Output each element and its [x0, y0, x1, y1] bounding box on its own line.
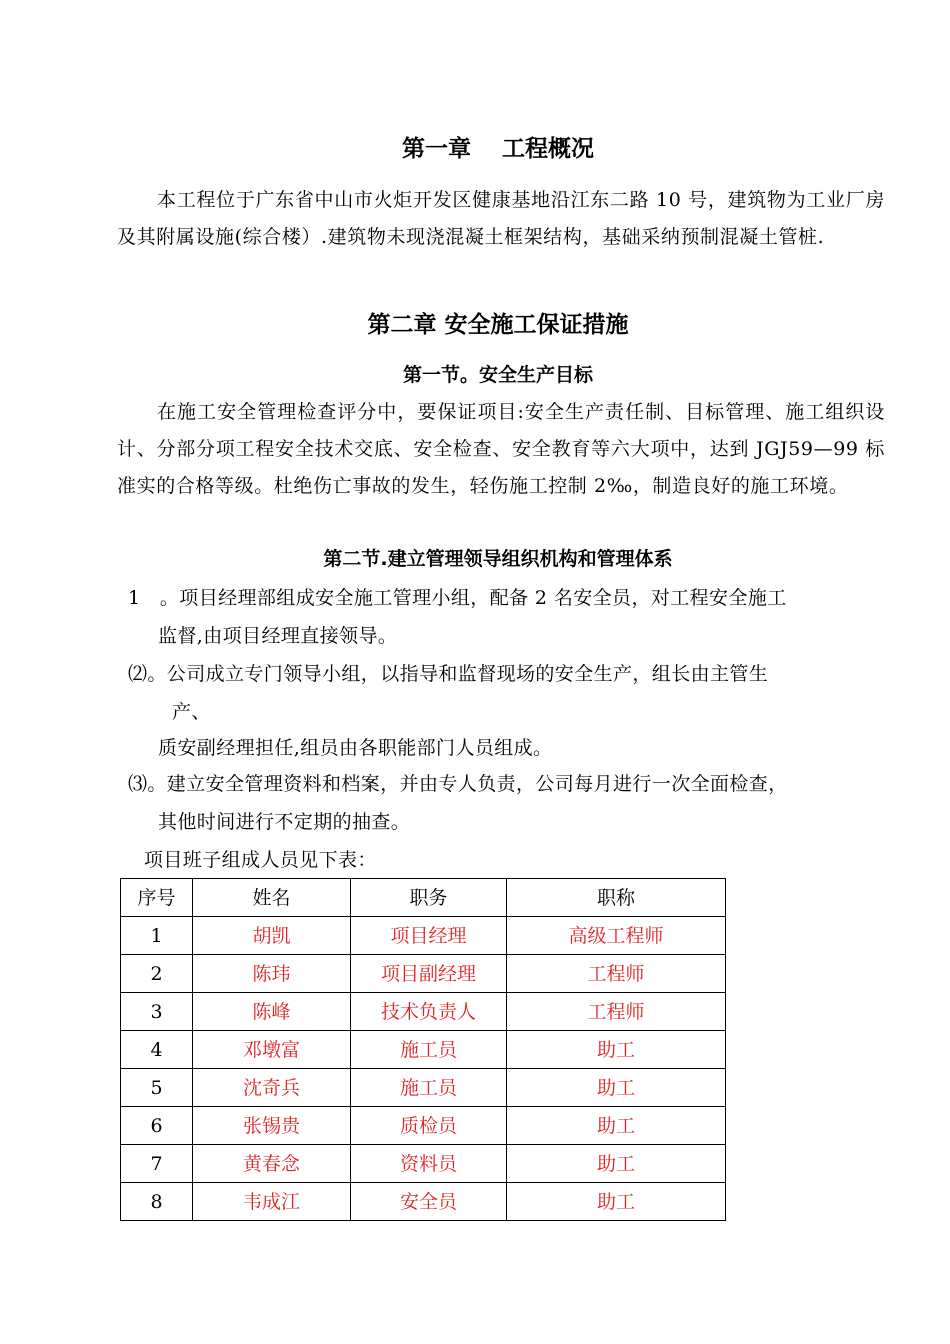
- section-2-title: 第二节.建立管理领导组织机构和管理体系: [323, 548, 673, 570]
- cell-name: 韦成江: [193, 1183, 351, 1221]
- cell-rank: 助工: [507, 1145, 726, 1183]
- table-row: [121, 993, 726, 1031]
- cell-role: 技术负责人: [351, 993, 507, 1031]
- chapter-1-title: 第一章 工程概况: [401, 136, 594, 162]
- header-no: 序号: [121, 879, 193, 917]
- cell-name: 陈玮: [193, 955, 351, 993]
- item-3-line-1: ⑶。建立安全管理资料和档案，并由专人负责，公司每月进行一次全面检查，: [128, 773, 788, 795]
- cell-no: 5: [121, 1069, 193, 1107]
- staff-table: [120, 878, 726, 1221]
- item-1-line-2: 监督,由项目经理直接领导。: [158, 625, 398, 647]
- cell-name: 张锡贵: [193, 1107, 351, 1145]
- table-intro: 项目班子组成人员见下表：: [144, 849, 377, 871]
- cell-rank: 助工: [507, 1183, 726, 1221]
- cell-no: 4: [121, 1031, 193, 1069]
- chapter-2-title: 第二章 安全施工保证措施: [367, 312, 629, 338]
- header-role: 职务: [351, 879, 507, 917]
- item-3-line-2: 其他时间进行不定期的抽查。: [158, 811, 411, 833]
- table-row: [121, 917, 726, 955]
- cell-name: 陈峰: [193, 993, 351, 1031]
- cell-name: 胡凯: [193, 917, 351, 955]
- section-1-paragraph: 在施工安全管理检查评分中，要保证项目:安全生产责任制、目标管理、施工组织设计、分部分项工程安全技术交底、安全检查、安全教育等六大项中，达到 JGJ59—99 标准实的合格等级。杜绝伤亡事故的发生，轻伤施工控制 2‰，制造良好的施工环境。: [117, 401, 885, 497]
- cell-role: 安全员: [351, 1183, 507, 1221]
- cell-role: 项目经理: [351, 917, 507, 955]
- item-2-line-3: 质安副经理担任,组员由各职能部门人员组成。: [158, 737, 553, 759]
- cell-name: 邓墩富: [193, 1031, 351, 1069]
- cell-no: 6: [121, 1107, 193, 1145]
- cell-rank: 助工: [507, 1031, 726, 1069]
- cell-no: 2: [121, 955, 193, 993]
- header-name: 姓名: [193, 879, 351, 917]
- cell-rank: 助工: [507, 1107, 726, 1145]
- table-row: [121, 1031, 726, 1069]
- cell-name: 黄春念: [193, 1145, 351, 1183]
- cell-role: 施工员: [351, 1031, 507, 1069]
- cell-rank: 助工: [507, 1069, 726, 1107]
- cell-role: 质检员: [351, 1107, 507, 1145]
- table-row: [121, 1183, 726, 1221]
- cell-role: 项目副经理: [351, 955, 507, 993]
- cell-no: 3: [121, 993, 193, 1031]
- table-row: [121, 955, 726, 993]
- header-rank: 职称: [507, 879, 726, 917]
- cell-no: 7: [121, 1145, 193, 1183]
- cell-no: 8: [121, 1183, 193, 1221]
- section-1-title: 第一节。安全生产目标: [402, 364, 593, 386]
- item-1-line-1: 1 。项目经理部组成安全施工管理小组，配备 2 名安全员，对工程安全施工: [128, 587, 787, 609]
- cell-no: 1: [121, 917, 193, 955]
- cell-role: 资料员: [351, 1145, 507, 1183]
- table-row: [121, 1069, 726, 1107]
- cell-role: 施工员: [351, 1069, 507, 1107]
- item-2-line-2: 产、: [172, 701, 211, 723]
- table-header-row: [121, 879, 726, 917]
- cell-name: 沈奇兵: [193, 1069, 351, 1107]
- chapter-1-paragraph: 本工程位于广东省中山市火炬开发区健康基地沿江东二路 10 号，建筑物为工业厂房及其附属设施(综合楼）.建筑物未现浇混凝土框架结构，基础采纳预制混凝土管桩.: [117, 189, 885, 248]
- item-2-line-1: ⑵。公司成立专门领导小组，以指导和监督现场的安全生产，组长由主管生: [128, 663, 769, 685]
- table-row: [121, 1145, 726, 1183]
- cell-rank: 工程师: [507, 993, 726, 1031]
- cell-rank: 工程师: [507, 955, 726, 993]
- table-row: [121, 1107, 726, 1145]
- cell-rank: 高级工程师: [507, 917, 726, 955]
